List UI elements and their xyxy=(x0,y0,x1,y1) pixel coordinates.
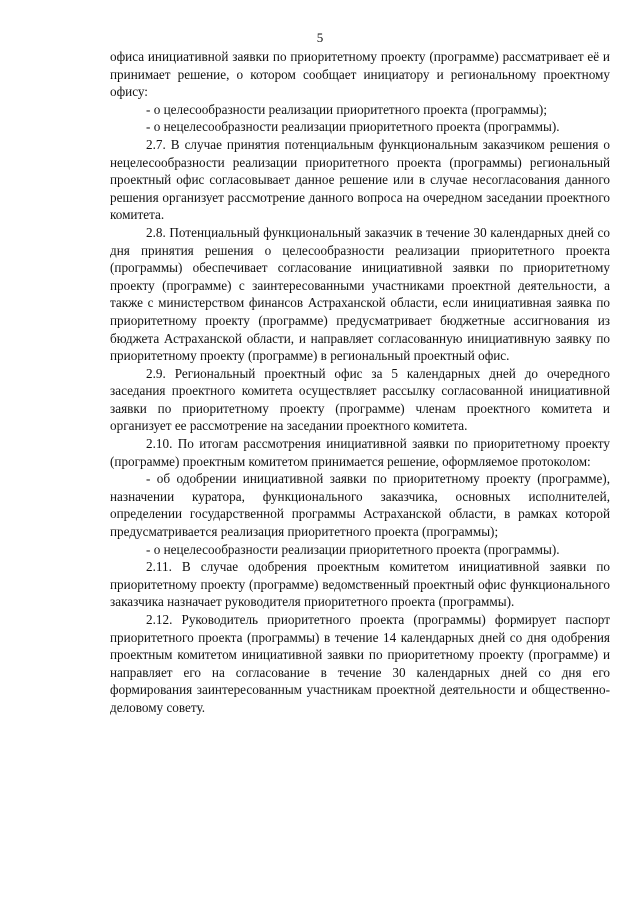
paragraph-2-9: 2.9. Региональный проектный офис за 5 календарных дней до очередного заседания проектного комитета осуществляет рассылку согласованной инициативной заявки по приоритетному проекту (программе) членам проектного комитета и организует ее рассмотрение на заседании проектного комитета. xyxy=(110,365,610,434)
page-number: 5 xyxy=(316,30,324,45)
list-item-inexpedient: - о нецелесообразности реализации приоритетного проекта (программы). xyxy=(146,119,560,135)
paragraph-continuation: офиса инициативной заявки по приоритетному проекту (программе) рассматривает её и принимает решение, о котором сообщает инициатору и региональному проектному офису: xyxy=(110,49,610,100)
list-item-inexpedient-2: - о нецелесообразности реализации приоритетного проекта (программы). xyxy=(146,541,560,557)
document-body xyxy=(110,48,610,717)
paragraph-2-7: 2.7. В случае принятия потенциальным функциональным заказчиком решения о нецелесообразности реализации приоритетного проекта (программы) региональный проектный офис согласовывает данное решение или в случае несогласования данного решения организует рассмотрение данного вопроса на очередном заседании проектного комитета. xyxy=(110,136,610,223)
paragraph-2-11: 2.11. В случае одобрения проектным комитетом инициативной заявки по приоритетному проекту (программе) ведомственный проектный офис функционального заказчика назначает руководителя приоритетного проекта (программы). xyxy=(110,559,610,610)
paragraph-2-8: 2.8. Потенциальный функциональный заказчик в течение 30 календарных дней со дня принятия решения о целесообразности реализации приоритетного проекта (программы) обеспечивает согласование инициативной заявки по приоритетному проекту (программе) с заинтересованными участниками проектной деятельности, а также с министерством финансов Астраханской области, если инициативная заявка по приоритетному проекту (программе) предусматривает бюджетные ассигнования из бюджета Астраханской области, и направляет согласованную инициативную заявку по приоритетному проекту (программе) в региональный проектный офис. xyxy=(110,224,610,364)
paragraph-2-12: 2.12. Руководитель приоритетного проекта (программы) формирует паспорт приоритетного проекта (программы) в течение 14 календарных дней со дня одобрения проектным комитетом инициативной заявки по приоритетному проекту (программе) и направляет его на согласование в течение 30 календарных дней со дня его формирования заинтересованным участникам проектной деятельности и общественно-деловому совету. xyxy=(110,612,610,715)
list-item-approval: - об одобрении инициативной заявки по приоритетному проекту (программе), назначении куратора, функционального заказчика, основных исполнителей, определении государственной программы Астраханской области, в рамках которой предусматривается реализация приоритетного проекта (программы); xyxy=(110,471,610,540)
list-item-expedient: - о целесообразности реализации приоритетного проекта (программы); xyxy=(146,101,547,117)
paragraph-2-10: 2.10. По итогам рассмотрения инициативной заявки по приоритетному проекту (программе) проектным комитетом принимается решение, оформляемое протоколом: xyxy=(110,436,610,469)
